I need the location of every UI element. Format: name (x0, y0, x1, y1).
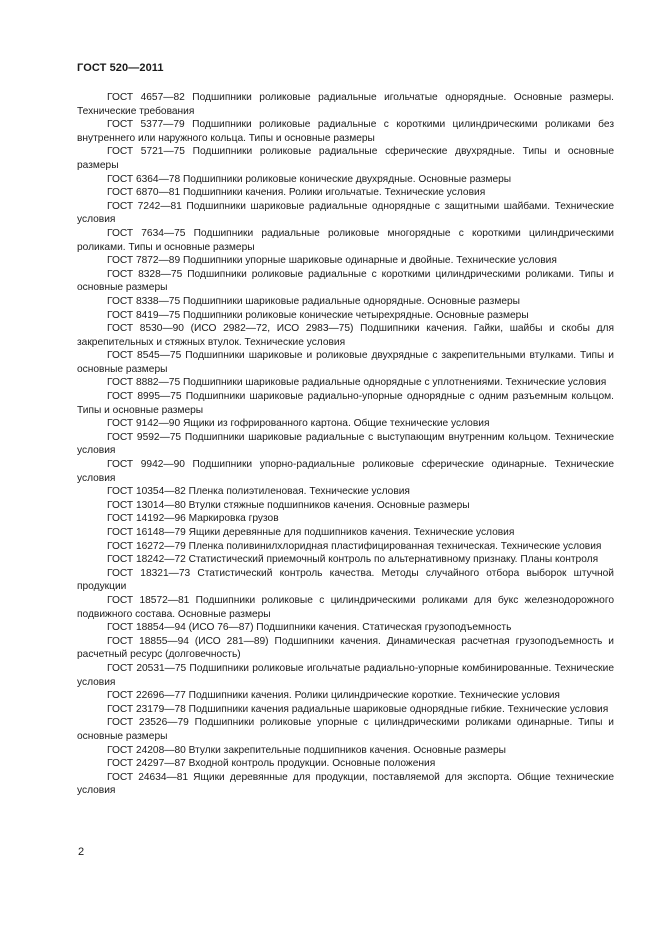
reference-item: ГОСТ 6870—81 Подшипники качения. Ролики игольчатые. Технические условия (107, 187, 486, 199)
reference-item: ГОСТ 8545—75 Подшипники шариковые и роликовые двухрядные с закрепительными втулками. Типы и основные размеры (77, 350, 614, 375)
reference-item: ГОСТ 13014—80 Втулки стяжные подшипников качения. Основные размеры (107, 499, 470, 511)
reference-item: ГОСТ 22696—77 Подшипники качения. Ролики цилиндрические короткие. Технические условия (107, 690, 560, 702)
reference-item: ГОСТ 7242—81 Подшипники шариковые радиальные однорядные с защитными шайбами. Технические условия (77, 200, 614, 226)
reference-item: ГОСТ 18855—94 (ИСО 281—89) Подшипники качения. Динамическая расчетная грузоподъемность и расчетный ресурс (долговечность) (77, 635, 614, 661)
reference-item: ГОСТ 18572—81 Подшипники роликовые с цилиндрическими роликами для букс железнодорожного подвижного состава. Основные размеры (77, 594, 614, 620)
reference-item: ГОСТ 23526—79 Подшипники роликовые упорные с цилиндрическими роликами одинарные. Типы и основные размеры (77, 717, 614, 742)
reference-item: ГОСТ 16272—79 Пленка поливинилхлоридная пластифицированная техническая. Технические условия (107, 540, 602, 552)
reference-item: ГОСТ 8338—75 Подшипники шариковые радиальные однорядные. Основные размеры (107, 295, 521, 307)
reference-item: ГОСТ 18854—94 (ИСО 76—87) Подшипники качения. Статическая грузоподъемность (107, 622, 512, 634)
normative-references-list (77, 91, 614, 798)
reference-item: ГОСТ 5377—79 Подшипники роликовые радиальные с короткими цилиндрическими роликами без внутреннего или наружного кольца. Типы и основные размеры (77, 119, 614, 144)
reference-item: ГОСТ 9942—90 Подшипники упорно-радиальные роликовые сферические одинарные. Технические условия (77, 459, 614, 484)
reference-item: ГОСТ 24634—81 Ящики деревянные для продукции, поставляемой для экспорта. Общие технические условия (77, 771, 614, 797)
reference-item: ГОСТ 9592—75 Подшипники шариковые радиальные с выступающим внутренним кольцом. Технические условия (77, 431, 614, 457)
reference-item: ГОСТ 24208—80 Втулки закрепительные подшипников качения. Основные размеры (107, 744, 506, 756)
reference-item: ГОСТ 8419—75 Подшипники роликовые конические четырехрядные. Основные размеры (107, 309, 529, 321)
reference-item: ГОСТ 7634—75 Подшипники радиальные роликовые многорядные с короткими цилиндрическими роликами. Типы и основные размеры (77, 227, 614, 253)
reference-item: ГОСТ 10354—82 Пленка полиэтиленовая. Технические условия (107, 486, 410, 498)
reference-item: ГОСТ 4657—82 Подшипники роликовые радиальные игольчатые однорядные. Основные размеры. Технические требования (77, 92, 614, 117)
reference-item: ГОСТ 20531—75 Подшипники роликовые игольчатые радиально-упорные комбинированные. Технические условия (77, 662, 614, 688)
reference-item: ГОСТ 6364—78 Подшипники роликовые конические двухрядные. Основные размеры (107, 173, 512, 185)
reference-item: ГОСТ 14192—96 Маркировка грузов (107, 513, 279, 525)
reference-item: ГОСТ 8882—75 Подшипники шариковые радиальные однорядные с уплотнениями. Технические условия (107, 377, 607, 389)
reference-item: ГОСТ 24297—87 Входной контроль продукции. Основные положения (107, 758, 436, 770)
reference-item: ГОСТ 8328—75 Подшипники роликовые радиальные с короткими цилиндрическими роликами. Типы и основные размеры (77, 268, 614, 294)
reference-item: ГОСТ 23179—78 Подшипники качения радиальные шариковые однорядные гибкие. Технические условия (107, 703, 609, 715)
reference-item: ГОСТ 7872—89 Подшипники упорные шариковые одинарные и двойные. Технические условия (107, 255, 557, 267)
standard-header: ГОСТ 520—2011 (77, 62, 164, 74)
reference-item: ГОСТ 18242—72 Статистический приемочный контроль по альтернативному признаку. Планы контроля (107, 554, 599, 566)
page-number: 2 (78, 846, 85, 858)
reference-item: ГОСТ 18321—73 Статистический контроль качества. Методы случайного отбора выборок штучной продукции (77, 567, 614, 593)
reference-item: ГОСТ 9142—90 Ящики из гофрированного картона. Общие технические условия (107, 418, 490, 430)
reference-item: ГОСТ 8530—90 (ИСО 2982—72, ИСО 2983—75) Подшипники качения. Гайки, шайбы и скобы для закрепительных и стяжных втулок. Технические условия (77, 323, 614, 348)
reference-item: ГОСТ 8995—75 Подшипники шариковые радиально-упорные однорядные с одним разъемным кольцом. Типы и основные размеры (77, 391, 614, 416)
reference-item: ГОСТ 5721—75 Подшипники роликовые радиальные сферические двухрядные. Типы и основные размеры (77, 146, 614, 171)
reference-item: ГОСТ 16148—79 Ящики деревянные для подшипников качения. Технические условия (107, 527, 515, 538)
